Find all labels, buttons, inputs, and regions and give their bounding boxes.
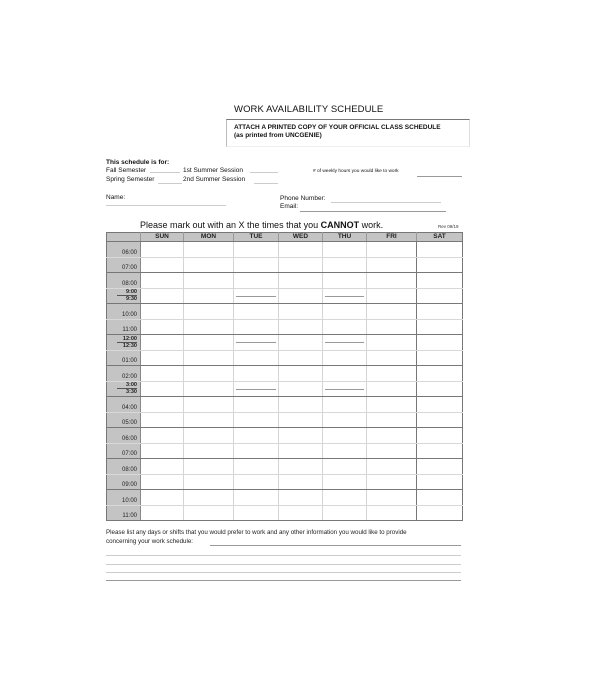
slot-thu[interactable] — [323, 443, 367, 459]
time-label-text: 10:00 — [121, 497, 137, 504]
name-field[interactable] — [106, 205, 226, 206]
slot-wed[interactable] — [279, 304, 323, 320]
slot-sat[interactable] — [417, 474, 463, 490]
time-label-bottom: 12:30 — [122, 342, 137, 349]
slot-thu[interactable] — [323, 288, 367, 304]
slot-tue[interactable] — [234, 257, 279, 273]
half-hour-line — [325, 296, 364, 297]
slot-sat[interactable] — [417, 304, 463, 320]
email-field[interactable] — [300, 211, 446, 212]
time-row — [107, 273, 463, 289]
slot-thu[interactable] — [323, 366, 367, 382]
slot-sun[interactable] — [141, 319, 184, 335]
split-time-label — [107, 382, 137, 395]
slot-wed[interactable] — [279, 350, 323, 366]
slot-mon[interactable] — [184, 273, 234, 289]
phone-field[interactable] — [331, 202, 441, 203]
time-row — [107, 350, 463, 366]
slot-sat[interactable] — [417, 257, 463, 273]
day-header-thu: THU — [323, 233, 367, 242]
slot-sun[interactable] — [141, 443, 184, 459]
notes-prompt-line2: concerning your work schedule: — [106, 538, 194, 545]
slot-tue[interactable] — [234, 335, 279, 351]
slot-thu[interactable] — [323, 459, 367, 475]
attach-notice-line2: (as printed from UNCGENIE) — [234, 132, 322, 139]
time-label — [107, 350, 141, 366]
spring-semester-field[interactable] — [158, 183, 182, 184]
slot-sun[interactable] — [141, 428, 184, 444]
notes-line-3[interactable] — [106, 564, 461, 565]
slot-mon[interactable] — [184, 366, 234, 382]
time-label-text: 11:00 — [122, 327, 137, 333]
time-label-text: 10:00 — [121, 311, 137, 318]
time-label — [107, 319, 141, 335]
slot-sat[interactable] — [417, 412, 463, 428]
time-column-header — [107, 233, 141, 242]
slot-fri[interactable] — [367, 242, 417, 258]
slot-tue[interactable] — [234, 474, 279, 490]
slot-thu[interactable] — [323, 490, 367, 506]
slot-mon[interactable] — [184, 412, 234, 428]
notes-line-5[interactable] — [106, 580, 461, 581]
slot-mon[interactable] — [184, 288, 234, 304]
time-label — [107, 412, 141, 428]
slot-sat[interactable] — [417, 273, 463, 289]
schedule-for-label: This schedule is for: — [106, 159, 170, 166]
summer2-field[interactable] — [254, 183, 278, 184]
time-label — [107, 490, 141, 506]
slot-sun[interactable] — [141, 366, 184, 382]
time-label — [107, 381, 141, 397]
slot-mon[interactable] — [184, 242, 234, 258]
slot-tue[interactable] — [234, 443, 279, 459]
slot-wed[interactable] — [279, 257, 323, 273]
fall-semester-field[interactable] — [150, 172, 180, 173]
slot-thu[interactable] — [323, 412, 367, 428]
slot-fri[interactable] — [367, 366, 417, 382]
time-label-text: 07:00 — [121, 451, 137, 457]
slot-wed[interactable] — [279, 505, 323, 521]
time-row — [107, 412, 463, 428]
time-label-top: 3:00 — [125, 382, 137, 388]
slot-sun[interactable] — [141, 397, 184, 413]
slot-wed[interactable] — [279, 366, 323, 382]
time-label — [107, 505, 141, 521]
revision-label: Rev 09/19 — [438, 224, 459, 229]
slot-mon[interactable] — [184, 428, 234, 444]
slot-sun[interactable] — [141, 412, 184, 428]
time-label-bottom: 9:30 — [125, 296, 137, 302]
slot-mon[interactable] — [184, 490, 234, 506]
half-hour-line — [236, 389, 276, 390]
slot-sat[interactable] — [417, 381, 463, 397]
time-label — [107, 242, 141, 258]
time-label-text: 04:00 — [121, 404, 137, 411]
slot-mon[interactable] — [184, 319, 234, 335]
slot-fri[interactable] — [367, 257, 417, 273]
slot-sat[interactable] — [417, 242, 463, 258]
schedule-instruction: Please mark out with an X the times that you CANNOT work. — [140, 220, 384, 230]
day-header-sun: SUN — [141, 233, 184, 242]
slot-mon[interactable] — [184, 397, 234, 413]
attach-notice-line1: ATTACH A PRINTED COPY OF YOUR OFFICIAL CLASS SCHEDULE — [234, 124, 441, 131]
fall-semester-label: Fall Semester — [106, 167, 147, 174]
slot-sat[interactable] — [417, 350, 463, 366]
slot-tue[interactable] — [234, 412, 279, 428]
slot-sun[interactable] — [141, 490, 184, 506]
time-label — [107, 474, 141, 490]
slot-wed[interactable] — [279, 288, 323, 304]
grid-body — [107, 242, 463, 521]
slot-tue[interactable] — [234, 273, 279, 289]
slot-fri[interactable] — [367, 490, 417, 506]
slot-wed[interactable] — [279, 381, 323, 397]
slot-wed[interactable] — [279, 397, 323, 413]
slot-mon[interactable] — [184, 257, 234, 273]
slot-thu[interactable] — [323, 304, 367, 320]
time-row — [107, 397, 463, 413]
slot-wed[interactable] — [279, 242, 323, 258]
summer1-field[interactable] — [250, 172, 278, 173]
time-row — [107, 505, 463, 521]
slot-thu[interactable] — [323, 335, 367, 351]
time-label — [107, 257, 141, 273]
slot-fri[interactable] — [367, 350, 417, 366]
slot-fri[interactable] — [367, 459, 417, 475]
weekly-hours-field[interactable] — [417, 176, 462, 177]
time-label-text: 08:00 — [121, 280, 137, 287]
time-row — [107, 428, 463, 444]
time-label-top: 9:00 — [125, 289, 137, 295]
slot-sun[interactable] — [141, 459, 184, 475]
slot-sun[interactable] — [141, 505, 184, 521]
time-label-text: 07:00 — [121, 265, 137, 271]
time-row — [107, 242, 463, 258]
slot-fri[interactable] — [367, 319, 417, 335]
slot-sat[interactable] — [417, 335, 463, 351]
slot-sat[interactable] — [417, 459, 463, 475]
slot-fri[interactable] — [367, 428, 417, 444]
slot-sun[interactable] — [141, 474, 184, 490]
time-label-text: 08:00 — [121, 466, 137, 473]
slot-fri[interactable] — [367, 288, 417, 304]
time-label — [107, 335, 141, 351]
slot-thu[interactable] — [323, 428, 367, 444]
time-label — [107, 288, 141, 304]
split-time-label — [107, 336, 137, 349]
day-header-fri: FRI — [367, 233, 417, 242]
half-hour-line — [325, 389, 364, 390]
slot-sun[interactable] — [141, 335, 184, 351]
slot-thu[interactable] — [323, 350, 367, 366]
time-label — [107, 273, 141, 289]
time-label-text: 06:00 — [121, 435, 137, 442]
time-label — [107, 428, 141, 444]
slot-mon[interactable] — [184, 505, 234, 521]
time-label-text: 01:00 — [121, 358, 137, 364]
name-label: Name: — [106, 194, 126, 201]
slot-sat[interactable] — [417, 288, 463, 304]
slot-tue[interactable] — [234, 397, 279, 413]
slot-mon[interactable] — [184, 474, 234, 490]
slot-tue[interactable] — [234, 459, 279, 475]
time-row — [107, 304, 463, 320]
slot-sat[interactable] — [417, 443, 463, 459]
time-row — [107, 257, 463, 273]
time-label-top: 12:00 — [122, 335, 137, 342]
day-header-wed: WED — [279, 233, 323, 242]
time-label — [107, 397, 141, 413]
notes-line-1[interactable] — [210, 545, 461, 546]
slot-mon[interactable] — [184, 335, 234, 351]
slot-sun[interactable] — [141, 304, 184, 320]
slot-thu[interactable] — [323, 242, 367, 258]
slot-thu[interactable] — [323, 381, 367, 397]
slot-wed[interactable] — [279, 459, 323, 475]
spring-semester-label: Spring Semester — [106, 176, 155, 183]
notes-line-4[interactable] — [106, 572, 461, 573]
slot-thu[interactable] — [323, 257, 367, 273]
slot-fri[interactable] — [367, 273, 417, 289]
slot-sat[interactable] — [417, 366, 463, 382]
slot-wed[interactable] — [279, 273, 323, 289]
time-label-text: 09:00 — [121, 482, 137, 488]
slot-fri[interactable] — [367, 381, 417, 397]
slot-sat[interactable] — [417, 505, 463, 521]
slot-tue[interactable] — [234, 350, 279, 366]
slot-tue[interactable] — [234, 490, 279, 506]
day-header-mon: MON — [184, 233, 234, 242]
summer2-label: 2nd Summer Session — [183, 176, 246, 183]
phone-label: Phone Number: — [280, 195, 326, 202]
slot-fri[interactable] — [367, 412, 417, 428]
time-row — [107, 443, 463, 459]
slot-mon[interactable] — [184, 350, 234, 366]
half-hour-line — [325, 342, 364, 343]
time-row — [107, 490, 463, 506]
slot-tue[interactable] — [234, 304, 279, 320]
time-label — [107, 443, 141, 459]
slot-tue[interactable] — [234, 505, 279, 521]
slot-fri[interactable] — [367, 397, 417, 413]
notes-prompt-line1: Please list any days or shifts that you would prefer to work and any other information you would like to provide — [106, 529, 407, 536]
slot-wed[interactable] — [279, 319, 323, 335]
time-label-text: 05:00 — [121, 420, 137, 426]
slot-fri[interactable] — [367, 505, 417, 521]
slot-thu[interactable] — [323, 273, 367, 289]
slot-tue[interactable] — [234, 428, 279, 444]
summer1-label: 1st Summer Session — [183, 167, 243, 174]
weekly-hours-label: # of weekly hours you would like to work — [313, 169, 399, 174]
time-label — [107, 366, 141, 382]
slot-tue[interactable] — [234, 366, 279, 382]
slot-sun[interactable] — [141, 273, 184, 289]
time-label-text: 06:00 — [121, 249, 137, 256]
slot-fri[interactable] — [367, 443, 417, 459]
slot-sat[interactable] — [417, 397, 463, 413]
slot-tue[interactable] — [234, 242, 279, 258]
slot-wed[interactable] — [279, 474, 323, 490]
slot-fri[interactable] — [367, 304, 417, 320]
slot-sun[interactable] — [141, 381, 184, 397]
slot-sat[interactable] — [417, 319, 463, 335]
time-label-text: 11:00 — [122, 513, 137, 519]
slot-tue[interactable] — [234, 288, 279, 304]
slot-fri[interactable] — [367, 335, 417, 351]
time-row — [107, 381, 463, 397]
slot-mon[interactable] — [184, 443, 234, 459]
grid-header-row — [107, 233, 463, 242]
slot-tue[interactable] — [234, 381, 279, 397]
slot-sat[interactable] — [417, 428, 463, 444]
time-label-bottom: 3:30 — [125, 389, 137, 395]
slot-thu[interactable] — [323, 505, 367, 521]
slot-thu[interactable] — [323, 474, 367, 490]
half-hour-line — [236, 342, 276, 343]
availability-grid — [106, 232, 463, 521]
slot-mon[interactable] — [184, 459, 234, 475]
slot-sun[interactable] — [141, 242, 184, 258]
slot-tue[interactable] — [234, 319, 279, 335]
time-row — [107, 288, 463, 304]
slot-wed[interactable] — [279, 443, 323, 459]
notes-line-2[interactable] — [106, 555, 461, 556]
slot-wed[interactable] — [279, 428, 323, 444]
slot-mon[interactable] — [184, 304, 234, 320]
time-row — [107, 335, 463, 351]
day-header-tue: TUE — [234, 233, 279, 242]
slot-thu[interactable] — [323, 319, 367, 335]
slot-sun[interactable] — [141, 288, 184, 304]
time-label — [107, 304, 141, 320]
split-time-label — [107, 289, 137, 302]
slot-sat[interactable] — [417, 490, 463, 506]
email-label: Email: — [280, 203, 299, 210]
slot-fri[interactable] — [367, 474, 417, 490]
slot-mon[interactable] — [184, 381, 234, 397]
slot-sun[interactable] — [141, 350, 184, 366]
time-row — [107, 366, 463, 382]
day-header-sat: SAT — [417, 233, 463, 242]
slot-sun[interactable] — [141, 257, 184, 273]
form-title: WORK AVAILABILITY SCHEDULE — [234, 104, 384, 115]
slot-thu[interactable] — [323, 397, 367, 413]
half-hour-line — [236, 296, 276, 297]
time-row — [107, 319, 463, 335]
slot-wed[interactable] — [279, 490, 323, 506]
time-label — [107, 459, 141, 475]
time-row — [107, 474, 463, 490]
slot-wed[interactable] — [279, 335, 323, 351]
time-label-text: 02:00 — [121, 373, 137, 380]
slot-wed[interactable] — [279, 412, 323, 428]
time-row — [107, 459, 463, 475]
